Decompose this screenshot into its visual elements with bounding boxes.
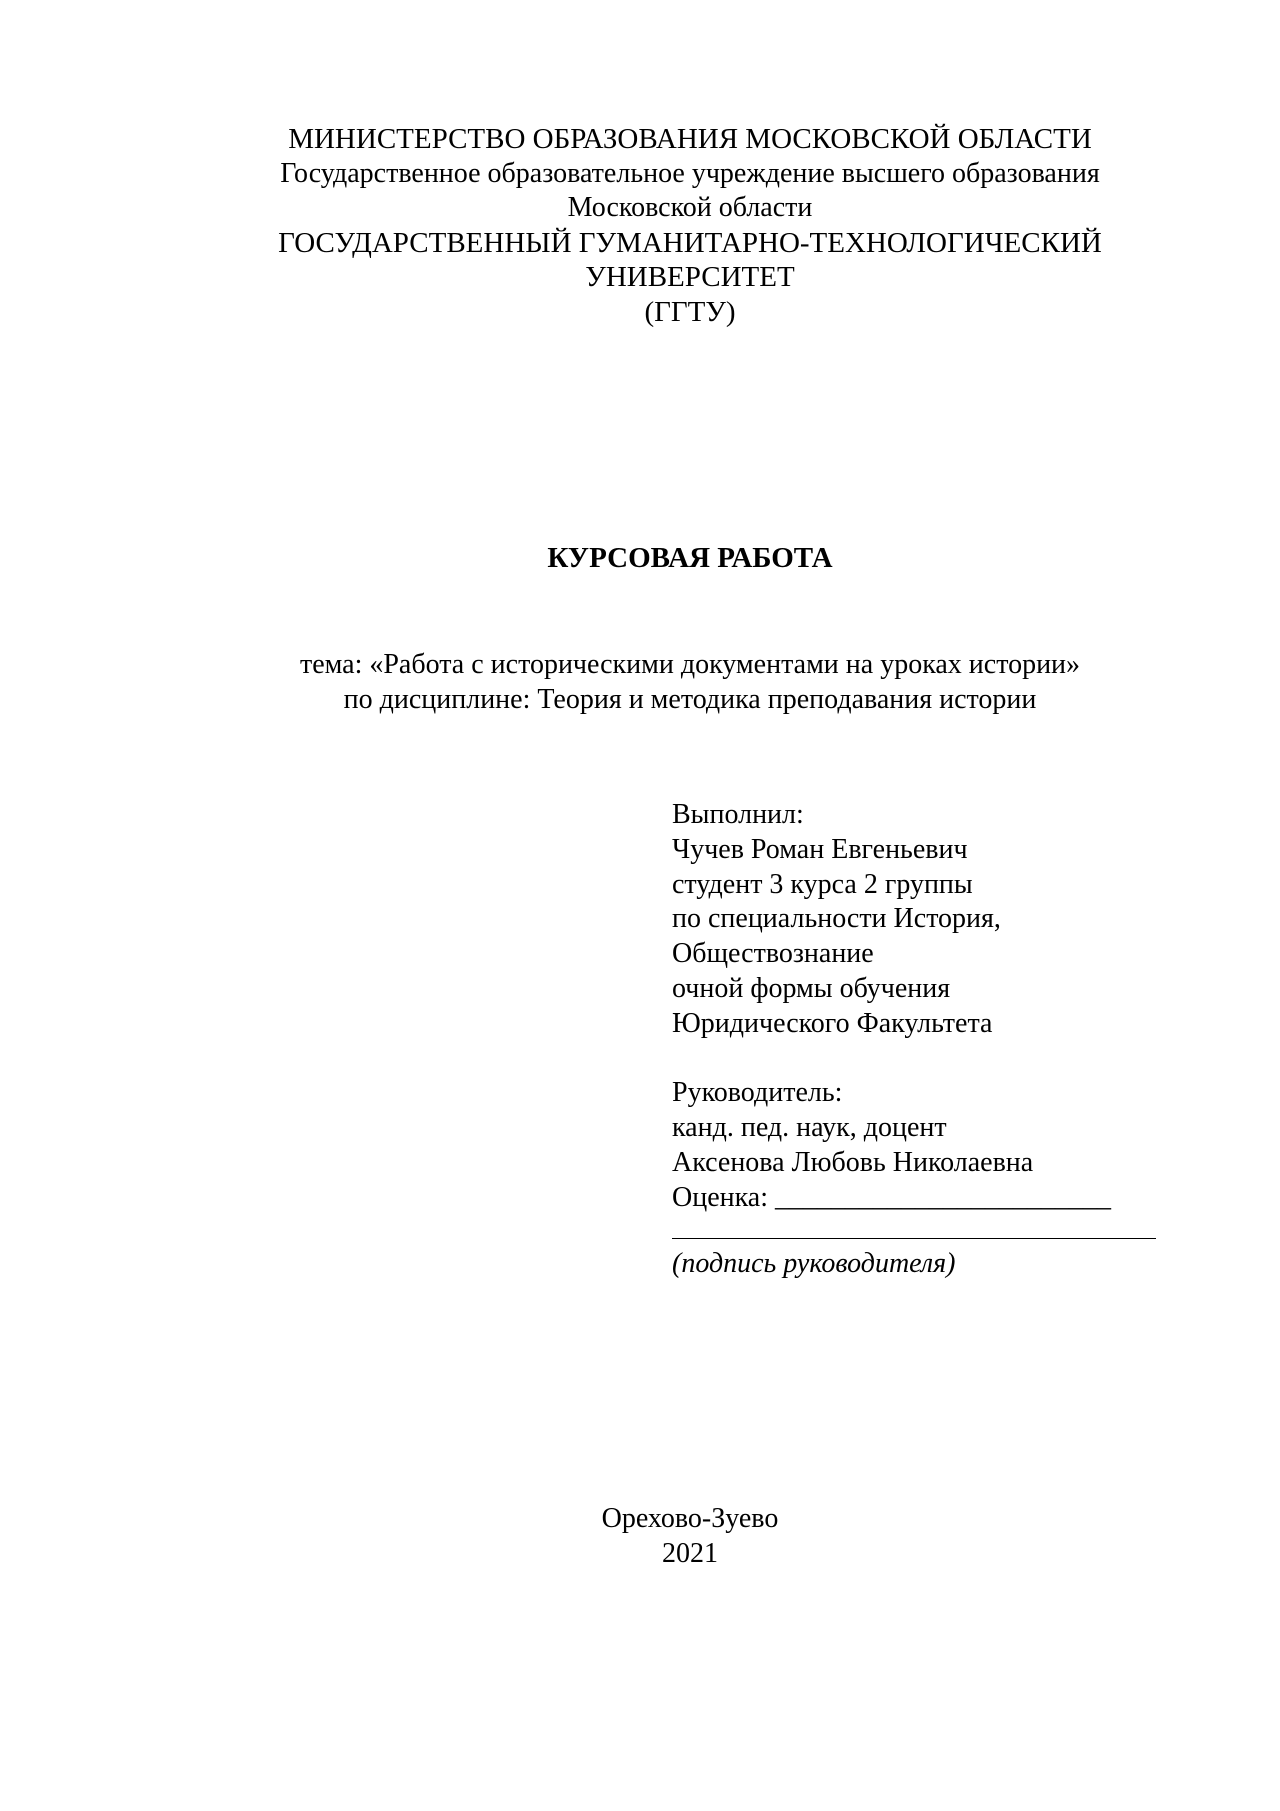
ministry-name: МИНИСТЕРСТВО ОБРАЗОВАНИЯ МОСКОВСКОЙ ОБЛАСТИ bbox=[288, 123, 1092, 155]
author-faculty: Юридического Факультета bbox=[672, 1007, 993, 1039]
author-study-form: очной формы обучения bbox=[672, 972, 951, 1004]
author-course: студент 3 курса 2 группы bbox=[672, 868, 973, 900]
spacer bbox=[672, 1042, 1192, 1077]
author-specialty-line-2: Обществознание bbox=[672, 938, 874, 970]
author-specialty-line-1: по специальности История, bbox=[672, 903, 1001, 935]
work-type-title: КУРСОВАЯ РАБОТА bbox=[547, 542, 833, 574]
university-abbreviation: (ГГТУ) bbox=[644, 295, 736, 328]
year: 2021 bbox=[662, 1537, 718, 1569]
institution-name-line-2: Московской области bbox=[567, 192, 813, 223]
author-name: Чучев Роман Евгеньевич bbox=[672, 833, 968, 865]
supervisor-degree: канд. пед. наук, доцент bbox=[672, 1112, 947, 1144]
university-name-line-1: ГОСУДАРСТВЕННЫЙ ГУМАНИТАРНО-ТЕХНОЛОГИЧЕСКИЙ bbox=[278, 226, 1102, 259]
signature-caption: (подпись руководителя) bbox=[672, 1247, 956, 1279]
footer-block bbox=[160, 1502, 1220, 1571]
city: Орехово-Зуево bbox=[601, 1503, 779, 1534]
grade-line: Оценка: ________________________ bbox=[672, 1181, 1112, 1213]
author-supervisor-block bbox=[672, 798, 1192, 1281]
signature-line bbox=[672, 1216, 1156, 1239]
institution-name-line-1: Государственное образовательное учреждение высшего образования bbox=[280, 157, 1100, 189]
topic-discipline: по дисциплине: Теория и методика преподавания истории bbox=[343, 683, 1037, 715]
supervisor-name: Аксенова Любовь Николаевна bbox=[672, 1146, 1034, 1178]
topic-theme: тема: «Работа с историческими документами на уроках истории» bbox=[299, 649, 1081, 680]
supervisor-label: Руководитель: bbox=[672, 1077, 843, 1109]
university-name-line-2: УНИВЕРСИТЕТ bbox=[585, 261, 795, 293]
author-label: Выполнил: bbox=[672, 799, 804, 830]
institution-header bbox=[160, 122, 1220, 329]
topic-block bbox=[160, 648, 1220, 717]
